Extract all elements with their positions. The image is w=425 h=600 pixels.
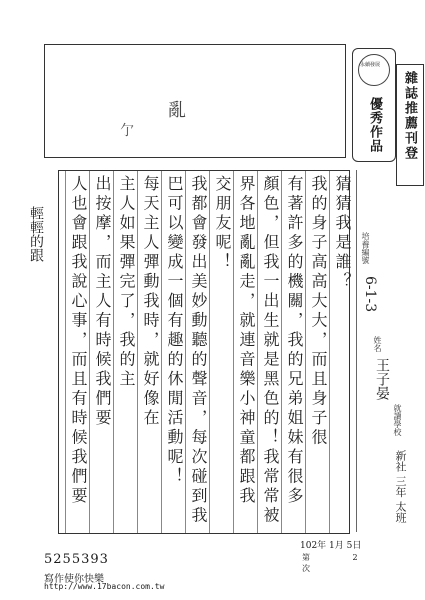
meta-divider [356, 170, 357, 532]
essay-column [161, 171, 184, 533]
column-text: 猜猜我是誰？ [333, 175, 352, 292]
essay-title: 亂 [168, 100, 186, 121]
excellent-work-stamp [352, 48, 396, 162]
grade-label: 培養編號 [361, 232, 370, 264]
essay-column [281, 171, 304, 533]
column-text: 人也會跟我說心事，而且有時候我們要 [69, 175, 88, 507]
column-text: 巴可以變成一個有趣的休閒活動呢！ [165, 175, 184, 487]
column-text: 我的身子高高大大，而且身子很 [309, 175, 328, 448]
column-text: 有著許多的機關，我的兄弟姐妹有很多 [285, 175, 304, 507]
footer-slogan: 寫作使你快樂 [44, 574, 104, 585]
column-text: 主人如果彈完了，我的主 [117, 175, 136, 390]
teacher-margin-note: 輕輕的跟 [28, 206, 44, 262]
title-mark: 亇 [120, 123, 134, 139]
footer-url: http://www.17bacon.com.tw [44, 582, 165, 591]
column-text: 界各地亂亂走，就連音樂小神童都跟我 [237, 175, 256, 507]
essay-column [137, 171, 160, 533]
title-box [44, 44, 346, 158]
submission-date: 102年 1月 5日 [300, 541, 362, 551]
essay-column [233, 171, 256, 533]
essay-column [113, 171, 136, 533]
stamp-label: 優秀作品 [367, 97, 382, 153]
submission-count: 第 2 次 [302, 553, 378, 573]
student-name: 王子晏 [374, 358, 390, 400]
grade-value: 6-1-3 [362, 276, 378, 313]
serial-number: 5255393 [44, 552, 109, 567]
essay-column [89, 171, 112, 533]
banner-label: 雜誌推薦刊登 [402, 71, 417, 161]
column-text: 顏色，但我一出生就是黑色的！我常常被 [261, 175, 280, 526]
essay-column [305, 171, 328, 533]
stamp-ring-icon [358, 54, 390, 86]
school-value: 新社 三年 太班 [394, 450, 407, 523]
name-label: 姓名 [373, 336, 382, 352]
column-text: 每天主人彈動我時，就好像在 [141, 175, 160, 429]
school-label: 就讀學校 [393, 404, 402, 436]
essay-column [329, 171, 352, 533]
column-text: 我都會發出美妙動聽的聲音，每次碰到我 [189, 175, 208, 526]
stamp-small-text: 永續發展 [360, 62, 381, 68]
recommendation-banner [396, 64, 424, 186]
essay-column [185, 171, 208, 533]
writing-grid [58, 170, 350, 534]
column-text: 交朋友呢！ [213, 175, 232, 273]
essay-column [257, 171, 280, 533]
essay-column [209, 171, 232, 533]
essay-column [65, 171, 88, 533]
column-text: 出按摩，而主人有時候我們要 [93, 175, 112, 429]
